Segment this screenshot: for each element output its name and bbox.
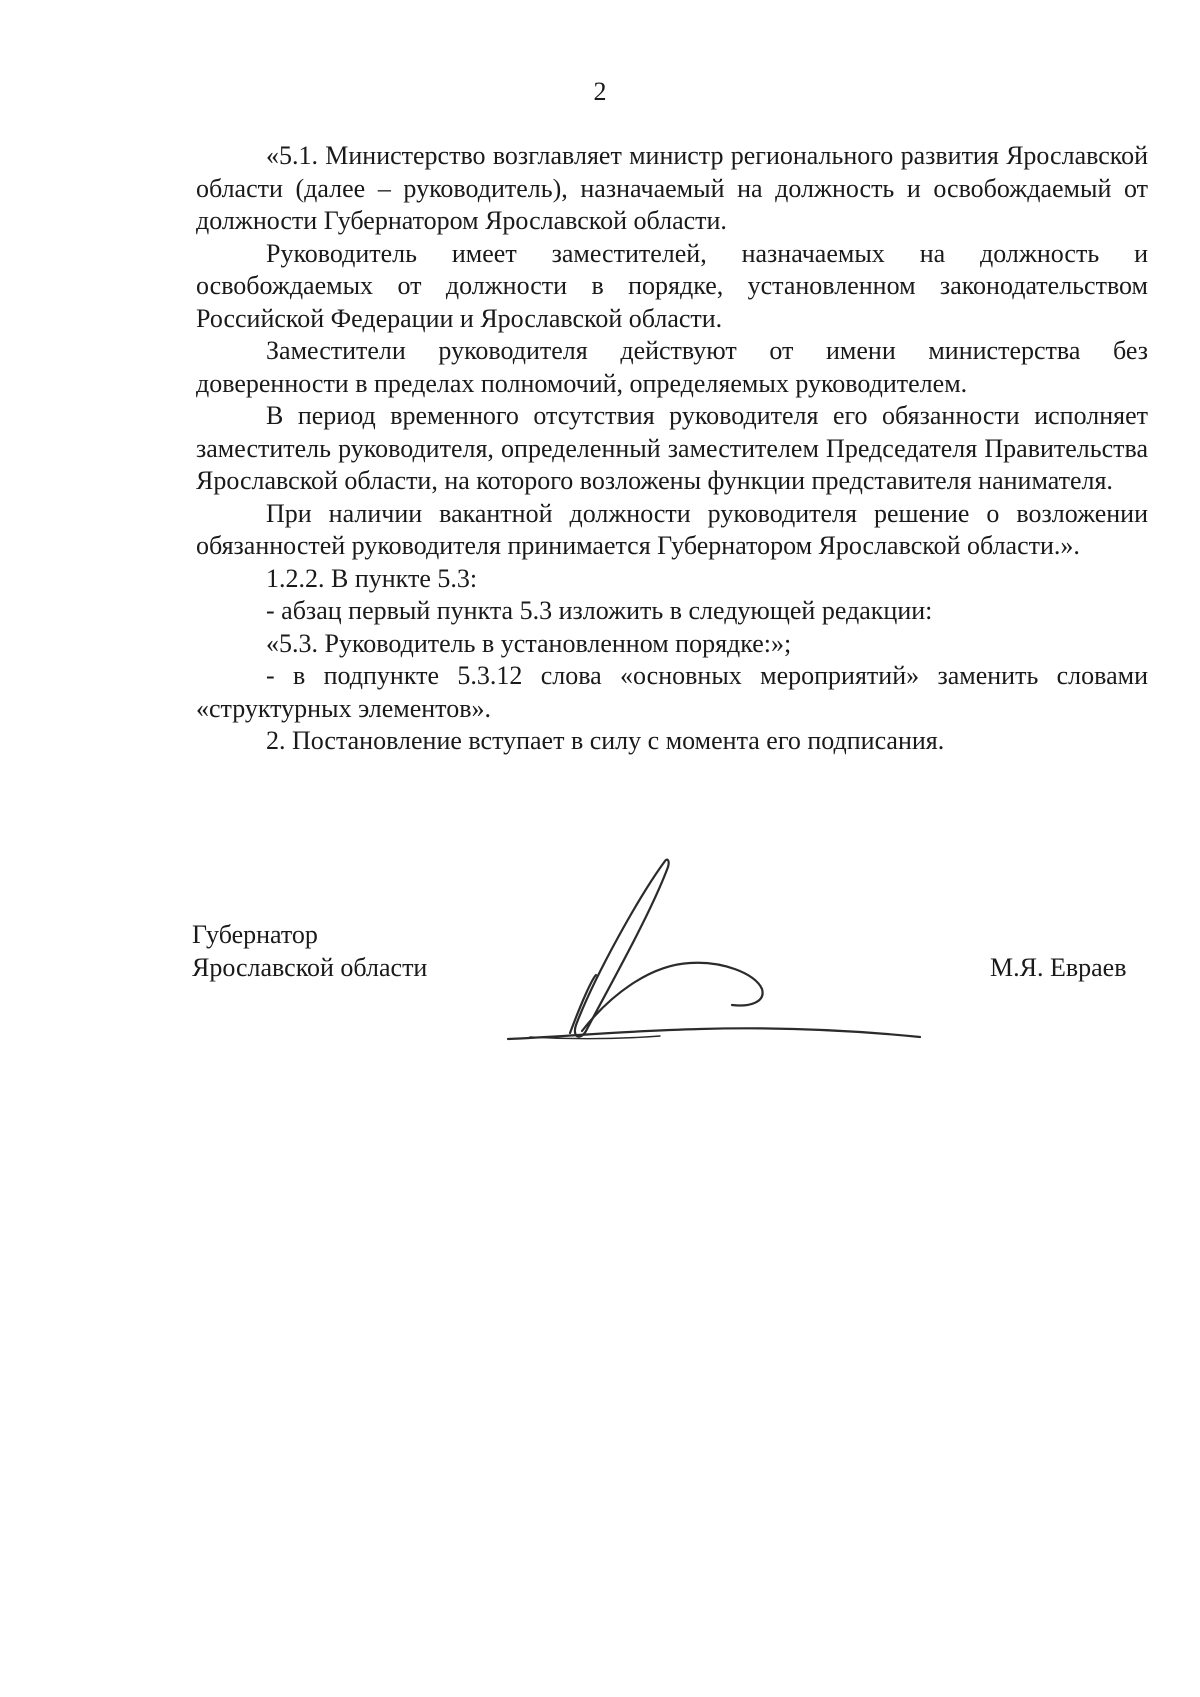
paragraph-5-3: «5.3. Руководитель в установленном порядке:»;	[266, 628, 792, 658]
position-region: Ярославской области	[192, 953, 428, 982]
paragraph-vacancy: При наличии вакантной должности руководителя решение о возложении обязанностей руководителя принимается Губернатором Ярославской области.».	[196, 498, 1148, 560]
paragraph-effective: 2. Постановление вступает в силу с момента его подписания.	[266, 726, 945, 755]
handwritten-signature	[500, 855, 930, 1055]
paragraph-5-3-12: - в подпункте 5.3.12 слова «основных мероприятий» заменить словами «структурных элементов».	[196, 661, 1148, 723]
signer-name: М.Я. Евраев	[990, 953, 1127, 982]
position-title: Губернатор	[192, 920, 318, 949]
paragraph-5-1: «5.1. Министерство возглавляет министр регионального развития Ярославской области (далее – руководитель), назначаемый на должность и освобождаемый от должности Губернатором Ярославской области.	[196, 141, 1148, 235]
paragraph-deputies-authority: Заместители руководителя действуют от имени министерства без доверенности в пределах полномочий, определяемых руководителем.	[196, 336, 1148, 398]
paragraph-deputies: Руководитель имеет заместителей, назначаемых на должность и освобождаемых от должности в порядке, установленном законодательством Российской Федерации и Ярославской области.	[196, 238, 1148, 333]
paragraph-1-2-2: 1.2.2. В пункте 5.3:	[266, 563, 478, 593]
signatory-position	[192, 918, 427, 984]
document-body	[196, 140, 1148, 758]
page-number: 2	[593, 77, 607, 106]
paragraph-temporary-absence: В период временного отсутствия руководителя его обязанности исполняет заместитель руководителя, определенный заместителем Председателя Правительства Ярославской области, на которого возложены функции представителя нанимателя.	[196, 401, 1148, 495]
paragraph-first-abzac: - абзац первый пункта 5.3 изложить в следующей редакции:	[266, 596, 933, 625]
